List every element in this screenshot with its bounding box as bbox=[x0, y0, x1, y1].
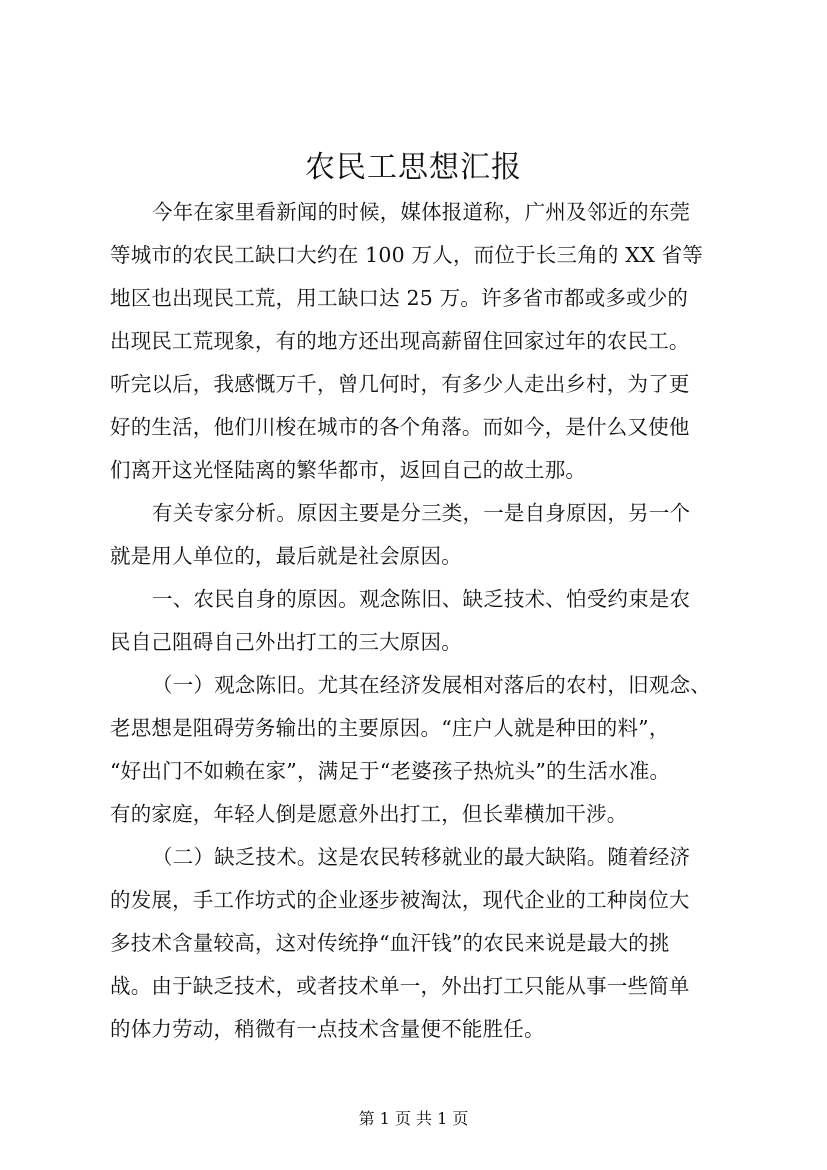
paragraph-1-line-7: 们离开这光怪陆离的繁华都市，返回自己的故土那。 bbox=[110, 458, 587, 482]
paragraph-4-line-2: 老思想是阻碍劳务输出的主要原因。“庄户人就是种田的料”， bbox=[110, 716, 670, 740]
paragraph-5-line-2: 的发展，手工作坊式的企业逐步被淘汰，现代企业的工种岗位大 bbox=[110, 888, 690, 912]
paragraph-4-line-1: （一）观念陈旧。尤其在经济发展相对落后的农村，旧观念、 bbox=[152, 673, 711, 697]
paragraph-4-line-3: “好出门不如赖在家”，满足于“老婆孩子热炕头”的生活水准。 bbox=[110, 759, 671, 783]
paragraph-1-line-1: 今年在家里看新闻的时候，媒体报道称，广州及邻近的东莞 bbox=[152, 200, 691, 224]
paragraph-5-line-4: 战。由于缺乏技术，或者技术单一，外出打工只能从事一些简单 bbox=[110, 974, 690, 998]
paragraph-1-line-5: 听完以后，我感慨万千，曾几何时，有多少人走出乡村，为了更 bbox=[110, 372, 690, 396]
paragraph-1-line-6: 好的生活，他们川梭在城市的各个角落。而如今，是什么又使他 bbox=[110, 415, 690, 439]
paragraph-3-line-2: 民自己阻碍自己外出打工的三大原因。 bbox=[110, 630, 462, 654]
paragraph-5-line-3: 多技术含量较高，这对传统挣“血汗钱”的农民来说是最大的挑 bbox=[110, 931, 670, 955]
paragraph-2-line-1: 有关专家分析。原因主要是分三类，一是自身原因，另一个 bbox=[152, 501, 691, 525]
paragraph-1-line-2: 等城市的农民工缺口大约在 100 万人，而位于长三角的 XX 省等 bbox=[110, 243, 703, 267]
paragraph-2-line-2: 就是用人单位的，最后就是社会原因。 bbox=[110, 544, 462, 568]
paragraph-5-line-1: （二）缺乏技术。这是农民转移就业的最大缺陷。随着经济 bbox=[152, 845, 691, 869]
paragraph-4-line-4: 有的家庭，年轻人倒是愿意外出打工，但长辈横加干涉。 bbox=[110, 802, 628, 826]
document-title: 农民工思想汇报 bbox=[305, 150, 522, 185]
paragraph-5-line-5: 的体力劳动，稍微有一点技术含量便不能胜任。 bbox=[110, 1017, 545, 1041]
paragraph-3-line-1: 一、农民自身的原因。观念陈旧、缺乏技术、怕受约束是农 bbox=[152, 587, 691, 611]
page-footer: 第 1 页 共 1 页 bbox=[358, 1109, 469, 1128]
paragraph-1-line-3: 地区也出现民工荒，用工缺口达 25 万。许多省市都或多或少的 bbox=[110, 286, 689, 310]
paragraph-1-line-4: 出现民工荒现象，有的地方还出现高薪留住回家过年的农民工。 bbox=[110, 329, 690, 353]
